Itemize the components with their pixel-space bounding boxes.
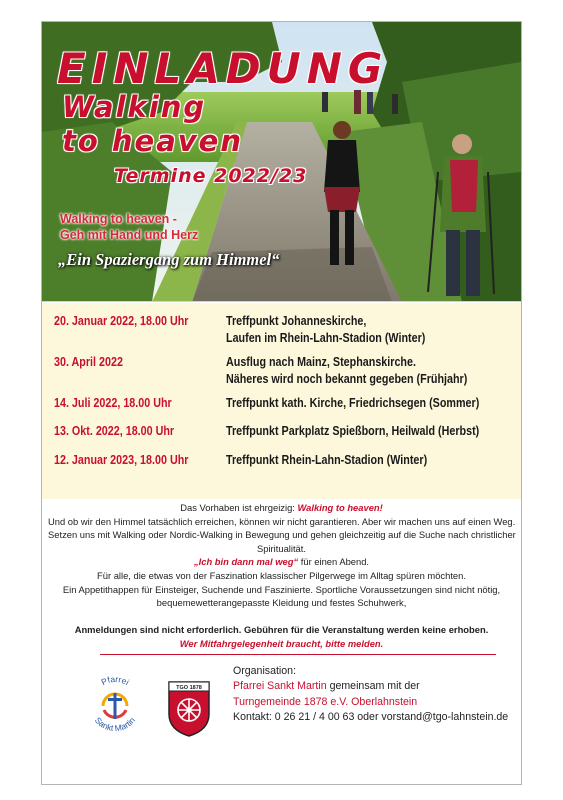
parish-name: Pfarrei Sankt Martin	[233, 680, 327, 693]
tgo-year-text: TGO 1878	[176, 685, 202, 691]
text-span: Das Vorhaben ist ehrgeizig:	[180, 502, 298, 513]
text-line	[48, 501, 515, 515]
termine-heading: Termine 2022/23	[114, 165, 308, 187]
logo-text-top: Pfarrei	[99, 673, 131, 688]
text-line: Ein Appetithappen für Einsteiger, Suchende und Faszinierte. Sportliche Voraussetzungen sind nicht nötig,	[62, 583, 501, 595]
club-name: Turngemeinde 1878 e.V. Oberlahnstein	[233, 695, 418, 708]
contact-info: Kontakt: 0 26 21 / 4 00 63 oder vorstand@tgo-lahnstein.de	[233, 711, 509, 724]
divider	[100, 654, 496, 655]
tagline-line-2: Geh mit Hand und Herz	[60, 228, 199, 242]
title: EINLADUNG	[57, 44, 389, 93]
text-span: gemeinsam mit der	[326, 680, 420, 693]
hero-photo	[42, 22, 521, 302]
text-span: für einen Abend.	[298, 556, 370, 568]
logo-text-bottom: Sankt Martin	[92, 715, 138, 734]
highlight-text: Walking to heaven!	[297, 502, 383, 513]
schedule-desc-line: Ausflug nach Mainz, Stephanskirche.	[226, 355, 416, 369]
schedule-date: 13. Okt. 2022, 18.00 Uhr	[54, 424, 175, 438]
text-line: Für alle, die etwas von der Faszination klassischer Pilgerwege im Alltag spüren möchten.	[97, 569, 466, 581]
schedule-date: 20. Januar 2022, 18.00 Uhr	[54, 314, 189, 328]
pfarrei-sankt-martin-logo	[84, 673, 146, 735]
schedule-date: 12. Januar 2023, 18.00 Uhr	[54, 453, 189, 467]
text-line: Spiritualität.	[257, 542, 306, 554]
schedule-desc-line: Näheres wird noch bekannt gegeben (Frühjahr)	[226, 372, 468, 386]
organisation-block	[233, 664, 508, 726]
schedule-date: 14. Juli 2022, 18.00 Uhr	[54, 396, 172, 410]
schedule-table	[42, 303, 521, 499]
tagline-line-1: Walking to heaven -	[60, 212, 177, 226]
registration-note: Anmeldungen sind nicht erforderlich. Gebühren für die Veranstaltung werden keine erhoben.	[74, 624, 489, 636]
text-line	[48, 555, 515, 569]
invitation-flyer	[41, 21, 522, 785]
schedule-desc: Treffpunkt Rhein-Lahn-Stadion (Winter)	[226, 453, 428, 467]
schedule-desc	[226, 313, 425, 347]
tgo-1878-logo	[167, 680, 211, 738]
text-line: Setzen uns mit Walking oder Nordic-Walking in Bewegung und gehen gleichzeitig auf die Suche nach christlicher	[48, 529, 516, 541]
schedule-desc	[226, 354, 467, 388]
subtitle-line-1: Walking	[62, 90, 207, 124]
text-line: Und ob wir den Himmel tatsächlich erreichen, können wir nicht garantieren. Aber wir machen uns auf einen Weg.	[48, 515, 516, 527]
organisation-label: Organisation:	[233, 665, 297, 677]
highlight-text: „Ich bin dann mal weg“	[193, 556, 299, 568]
description-text	[48, 501, 515, 651]
schedule-desc-line: Laufen im Rhein-Lahn-Stadion (Winter)	[226, 331, 426, 345]
schedule-desc: Treffpunkt Parkplatz Spießborn, Heilwald (Herbst)	[226, 424, 480, 438]
subtitle-line-2: to heaven	[62, 124, 243, 158]
schedule-date: 30. April 2022	[54, 355, 123, 369]
svg-text:Pfarrei	[100, 674, 131, 687]
schedule-desc-line: Treffpunkt Johanneskirche,	[226, 314, 367, 328]
quote: „Ein Spaziergang zum Himmel“	[58, 250, 280, 269]
carpool-note: Wer Mitfahrgelegenheit braucht, bitte melden.	[179, 637, 384, 649]
organisation-line	[233, 679, 508, 694]
schedule-desc: Treffpunkt kath. Kirche, Friedrichsegen (Sommer)	[226, 396, 480, 410]
text-line: bequemewetterangepasste Kleidung und festes Schuhwerk,	[156, 597, 407, 609]
